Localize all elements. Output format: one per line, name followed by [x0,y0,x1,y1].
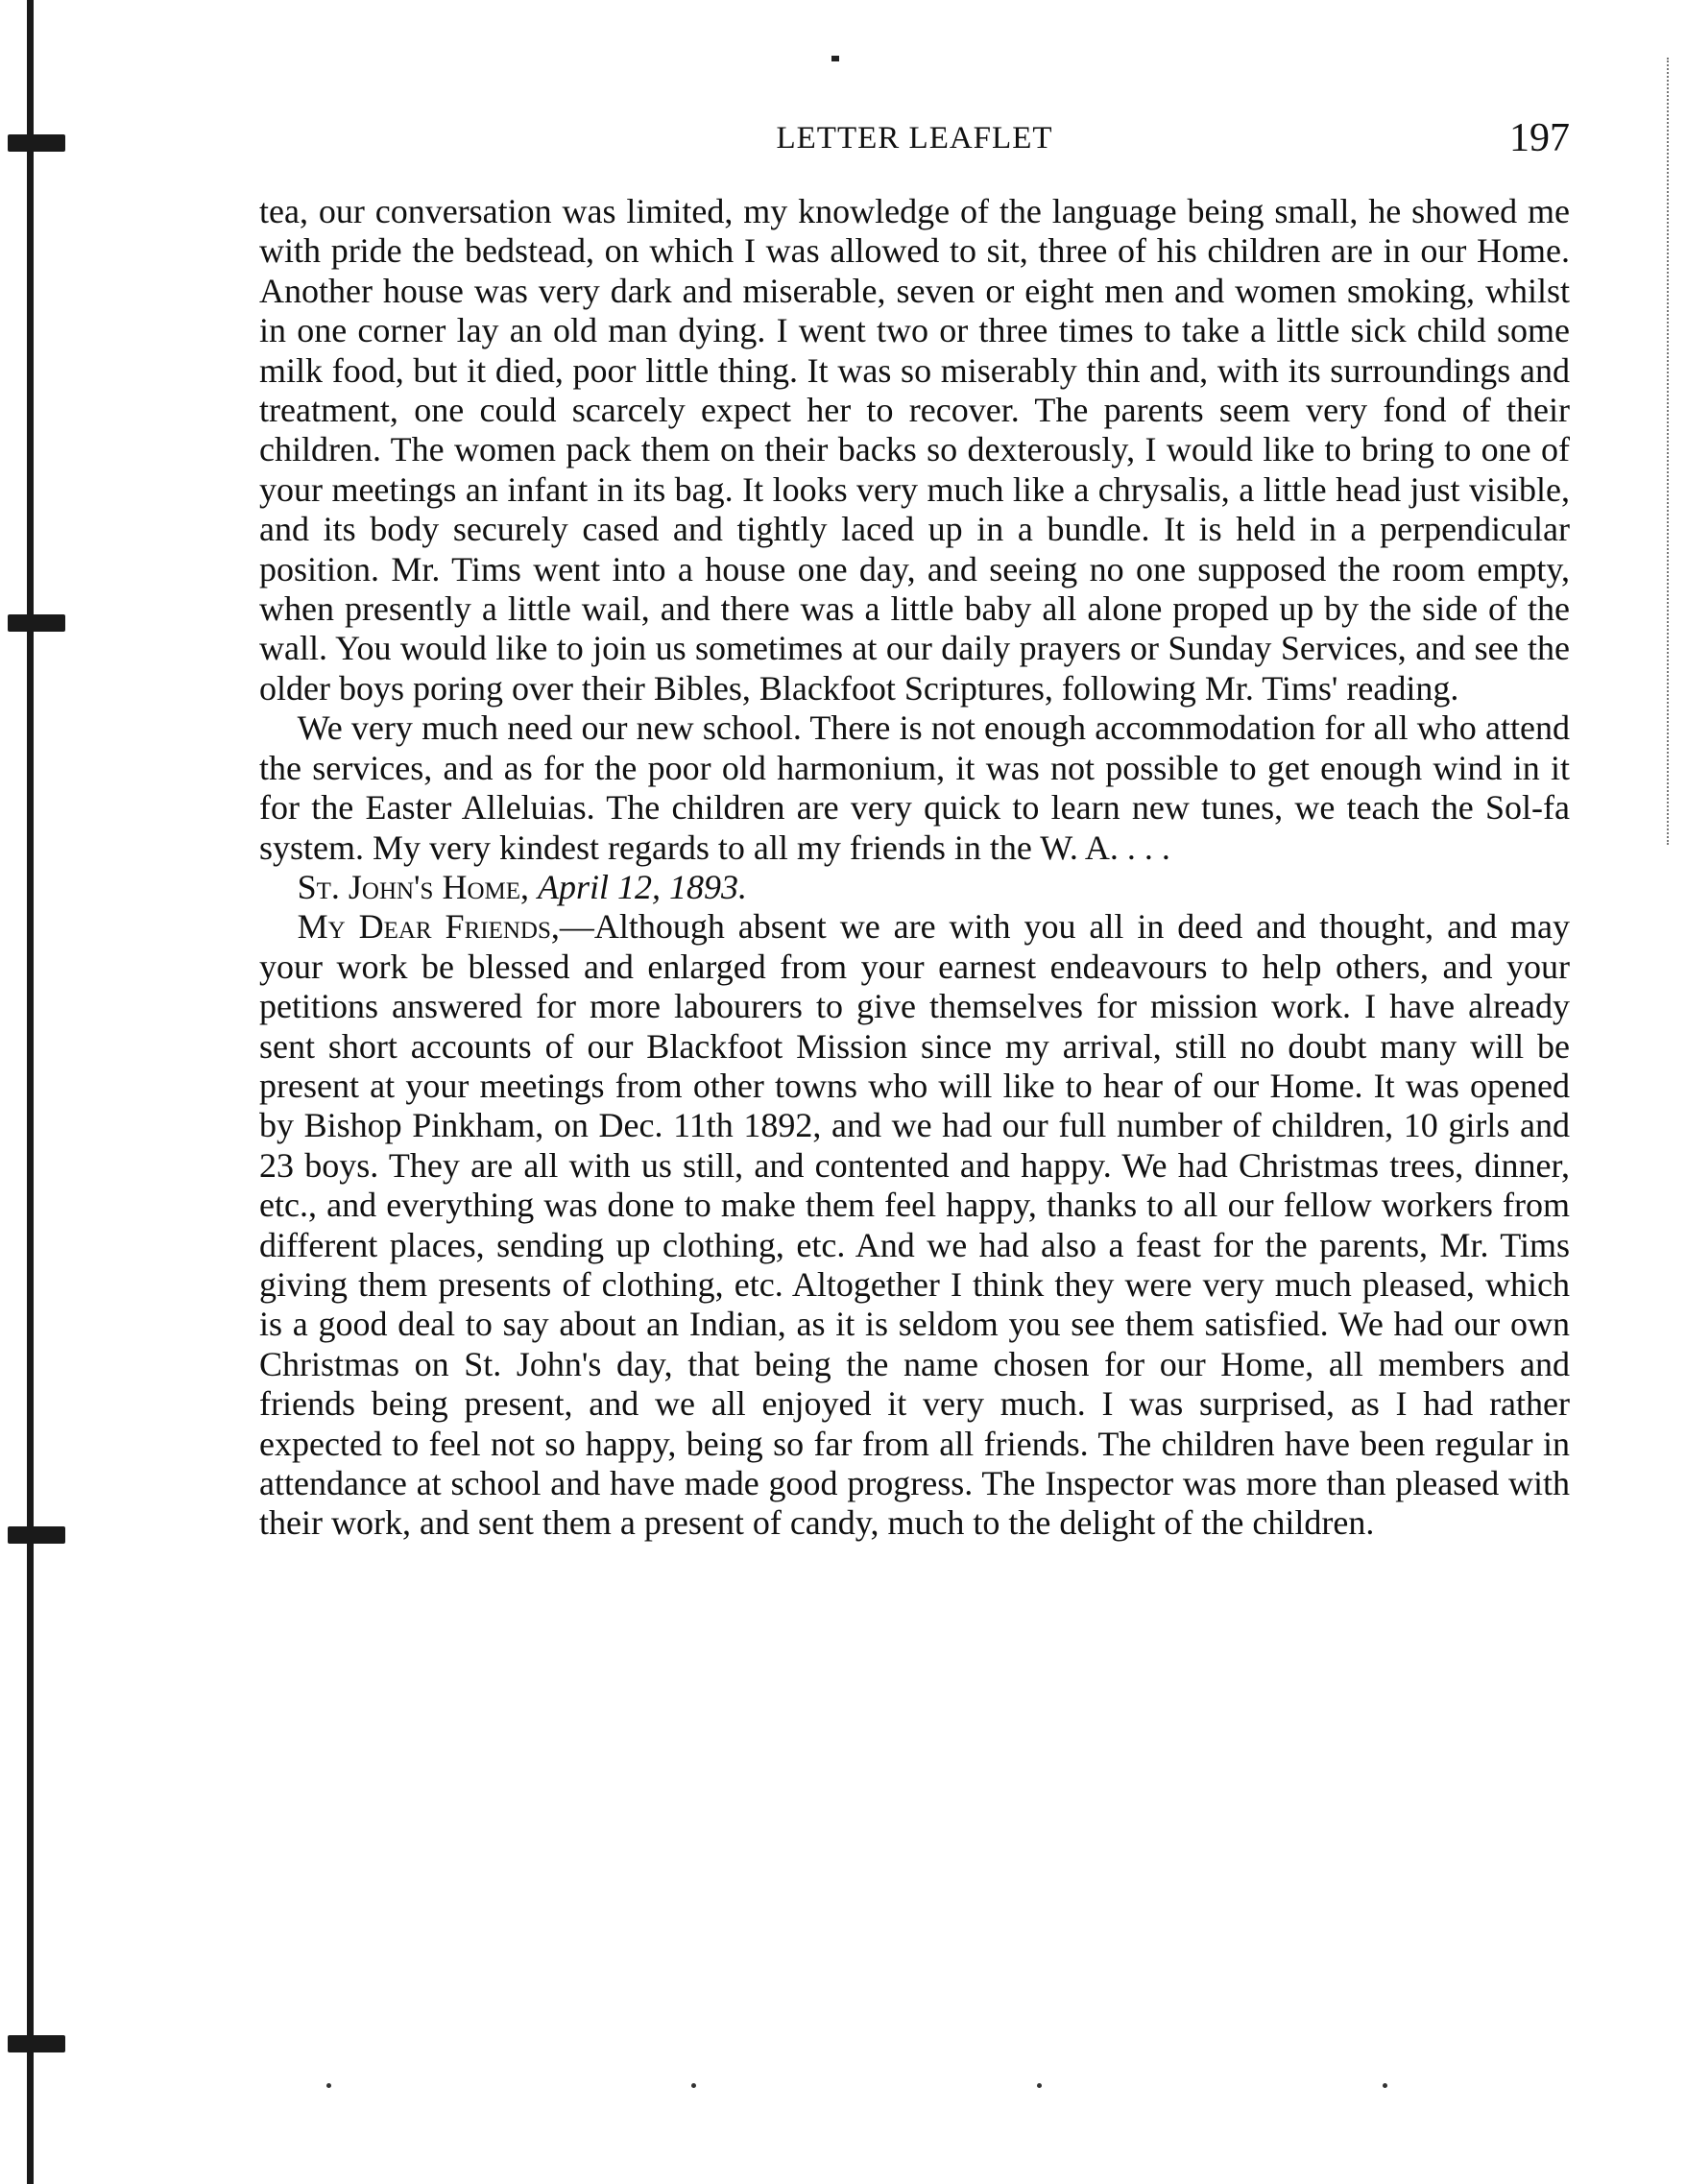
paragraph: We very much need our new school. There is not enough accommodation for all who attend the services, and as for the poor old harmonium, it was not possible to get enough wind in it for the Easter Alleluias. The children are very quick to learn new tunes, we teach the Sol-fa system. My very kindest regards to all my friends in the W. A. . . . [259,708,1570,867]
page-number: 197 [1509,116,1570,160]
book-binding-edge [27,0,34,2184]
print-speck [1037,2083,1042,2088]
running-title: LETTER LEAFLET [776,121,1053,156]
paragraph: tea, our conversation was limited, my knowledge of the language being small, he showed me with pride the bedstead, on which I was allowed to sit, three of his children are in our Home. Another house was very dark and miserable, seven or eight men and women smoking, whilst in one corner lay an old man dying. I went two or three times to take a little sick child some milk food, but it died, poor little thing. It was so miserably thin and, with its surroundings and treatment, one could scarcely expect her to recover. The parents seem very fond of their children. The women pack them on their backs so dexterously, I would like to bring to one of your meetings an infant in its bag. It looks very much like a chrysalis, a little head just visible, and its body securely cased and tightly laced up in a bundle. It is held in a perpendicular position. Mr. Tims went into a house one day, and seeing no one supposed the room empty, when presently a little wail, and there was a little baby all alone proped up by the side of the wall. You would like to join us sometimes at our daily prayers or Sunday Services, and see the older boys poring over their Bibles, Blackfoot Scriptures, following Mr. Tims' reading. [259,192,1570,708]
paragraph [259,907,1570,1544]
dateline-place: St. John's Home, [297,867,530,906]
body-text [259,192,1570,1544]
print-speck [831,56,839,61]
binding-clip [8,1526,65,1544]
dateline-date: April 12, 1893. [538,867,748,906]
print-speck [326,2083,331,2088]
binding-clip [8,2035,65,2052]
binding-clip [8,134,65,152]
print-speck [691,2083,696,2088]
dateline [259,868,1570,907]
print-specks [307,2083,1459,2093]
salutation: My Dear Friends, [297,907,560,947]
binding-clip [8,614,65,632]
print-speck [1383,2083,1387,2088]
paragraph-text: —Although absent we are with you all in deed and thought, and may your work be blessed and enlarged from your earnest endeavours to help others, and your petitions answered for more labourers to give themselves for mission work. I have already sent short accounts of our Blackfoot Mission since my arrival, still no doubt many will be present at your meetings from other towns who will like to hear of our Home. It was opened by Bishop Pinkham, on Dec. 11th 1892, and we had our full number of children, 10 girls and 23 boys. They are all with us still, and contented and happy. We had Christmas trees, dinner, etc., and everything was done to make them feel happy, thanks to all our fellow workers from different places, sending up clothing, etc. And we had also a feast for the parents, Mr. Tims giving them presents of clothing, etc. Altogether I think they were very much pleased, which is a good deal to say about an Indian, as it is seldom you see them satisfied. We had our own Christmas on St. John's day, that being the name chosen for our Home, all members and friends being present, and we all enjoyed it very much. I was surprised, as I had rather expected to feel not so happy, being so far from all friends. The children have been regular in attendance at school and have made good progress. The Inspector was more than pleased with their work, and sent them a present of candy, much to the delight of the children. [259,907,1570,1543]
page-edge-marks [1653,58,1669,845]
running-head [259,115,1570,163]
